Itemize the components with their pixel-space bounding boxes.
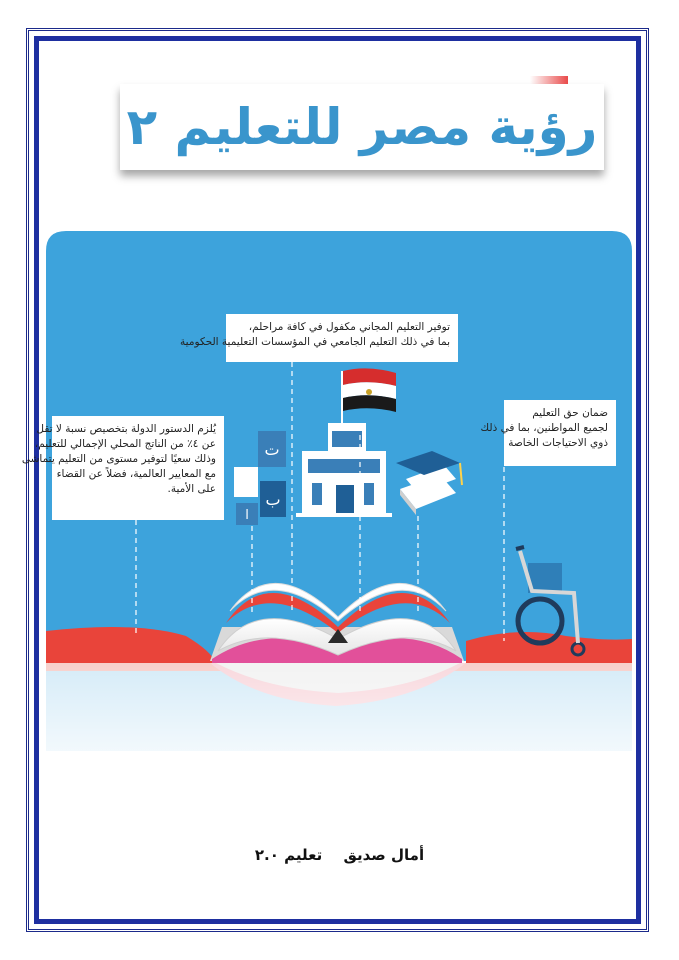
callout-line: توفير التعليم المجاني مكفول في كافة مراحلم، <box>248 321 450 333</box>
footer-subject: تعليم ٢.٠ <box>254 846 323 864</box>
callout-line: على الأمية. <box>167 483 216 495</box>
footer-author: أمال صديق <box>343 846 425 864</box>
callout-line: بما في ذلك التعليم الجامعي في المؤسسات التعليمية الحكومية <box>180 336 450 348</box>
title-accent <box>530 76 568 84</box>
block-letter-side: ا <box>245 508 249 523</box>
callout-line: ضمان حق التعليم <box>532 407 608 419</box>
callout-line: يُلزم الدستور الدولة بتخصيص نسبة لا تقل <box>36 423 216 435</box>
callout-free-education <box>180 314 458 362</box>
reflection <box>46 663 632 791</box>
callout-line: مع المعايير العالمية، فضلاً عن القضاء <box>56 468 216 480</box>
block-letter-front: ب <box>265 490 281 509</box>
footer-caption <box>0 846 679 864</box>
page-title: رؤية مصر للتعليم ٢ <box>126 98 598 156</box>
block-letter-top: ت <box>264 440 280 459</box>
title-banner <box>120 84 604 170</box>
callout-line: وذلك سعيًا لتوفير مستوى من التعليم يتماشى <box>21 453 216 465</box>
callout-line: ذوي الاحتياجات الخاصة <box>508 437 608 449</box>
callout-line: عن ٤٪ من الناتج المحلي الإجمالي للتعليم، <box>34 438 216 450</box>
callout-rights <box>480 400 616 466</box>
callout-constitution <box>21 416 224 520</box>
callout-line: لجميع المواطنين، بما في ذلك <box>480 422 608 434</box>
